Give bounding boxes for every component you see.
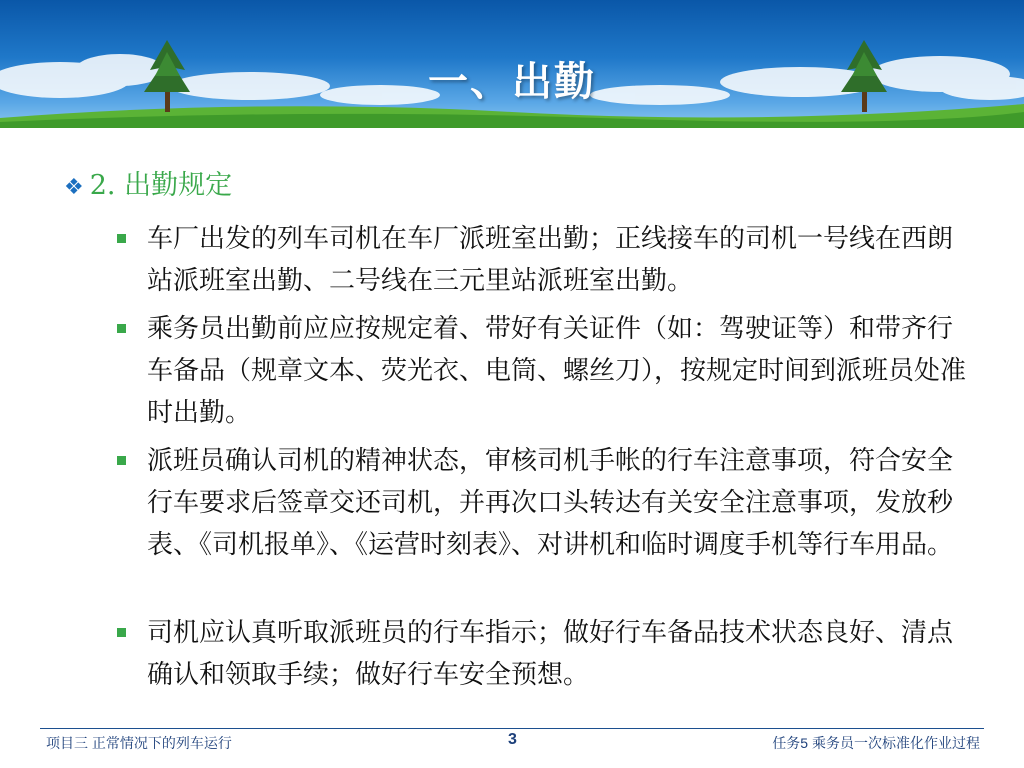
header-banner — [0, 0, 1024, 128]
square-bullet-icon — [117, 456, 126, 465]
page-number: 3 — [508, 731, 517, 748]
list-item — [147, 308, 977, 434]
list-item-text: 派班员确认司机的精神状态，审核司机手帐的行车注意事项，符合安全行车要求后签章交还司机，并再次口头转达有关安全注意事项，发放秒表、《司机报单》、《运营时刻表》、对讲机和临时调度手机等行车用品。 — [147, 446, 954, 560]
list-item-text: 司机应认真听取派班员的行车指示；做好行车备品技术状态良好、清点确认和领取手续；做好行车安全预想。 — [147, 618, 954, 690]
list-item-text: 乘务员出勤前应应按规定着、带好有关证件（如：驾驶证等）和带齐行车备品（规章文本、荧光衣、电筒、螺丝刀），按规定时间到派班员处准时出勤。 — [147, 314, 967, 428]
section-heading — [64, 166, 232, 208]
square-bullet-icon — [117, 324, 126, 333]
list-item — [147, 218, 977, 302]
footer-divider — [40, 728, 984, 729]
square-bullet-icon — [117, 628, 126, 637]
slide-title: 一、出勤 — [428, 59, 596, 105]
square-bullet-icon — [117, 234, 126, 243]
list-item-text: 车厂出发的列车司机在车厂派班室出勤；正线接车的司机一号线在西朗站派班室出勤、二号线在三元里站派班室出勤。 — [147, 224, 954, 296]
footer-left-text: 项目三 正常情况下的列车运行 — [46, 735, 232, 751]
list-item — [147, 612, 977, 696]
footer-right-text: 任务5 乘务员一次标准化作业过程 — [772, 735, 980, 751]
diamond-bullet-icon: ❖ — [64, 175, 84, 200]
list-item — [147, 440, 977, 566]
section-heading-text: 2. 出勤规定 — [89, 170, 233, 201]
